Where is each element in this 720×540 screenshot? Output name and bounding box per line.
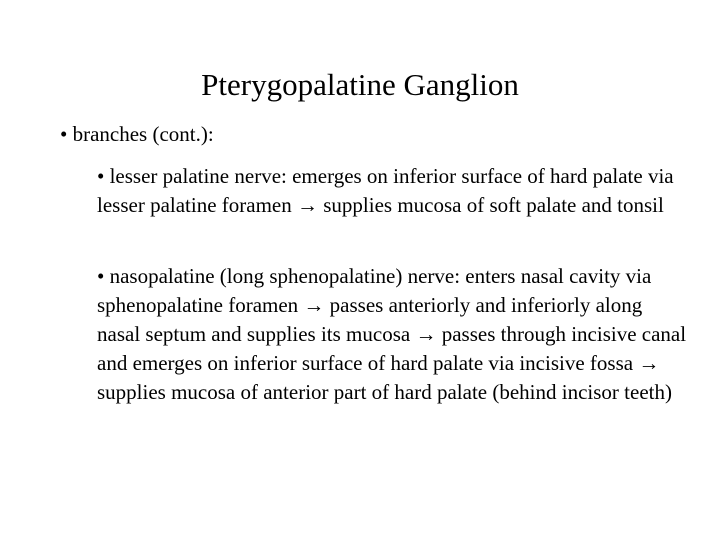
right-arrow-icon: → [297,193,318,217]
bullet-text-segment: supplies mucosa of anterior part of hard palate (behind incisor teeth) [97,380,672,404]
bullet-text-segment: • lesser palatine nerve: emerges on inferior surface of hard palate via lesser palatine foramen [97,164,674,217]
bullet-nasopalatine-nerve [97,262,687,407]
slide-title: Pterygopalatine Ganglion [201,67,519,102]
bullet-text-segment: supplies mucosa of soft palate and tonsil [318,193,664,217]
bullet-text-segment: passes anteriorly and inferiorly along nasal septum and supplies its mucosa [97,293,643,346]
right-arrow-icon: → [415,322,437,346]
bullet-lesser-palatine-nerve [97,162,687,220]
right-arrow-icon: → [303,293,325,317]
right-arrow-icon: → [638,351,660,375]
bullet-text-segment: passes through incisive canal and emerges on inferior surface of hard palate via incisive fossa [97,322,687,375]
bullet-level-1: • branches (cont.): [60,122,214,146]
bullet-text-segment: • nasopalatine (long sphenopalatine) nerve: enters nasal cavity via sphenopalatine foramen [97,264,652,317]
